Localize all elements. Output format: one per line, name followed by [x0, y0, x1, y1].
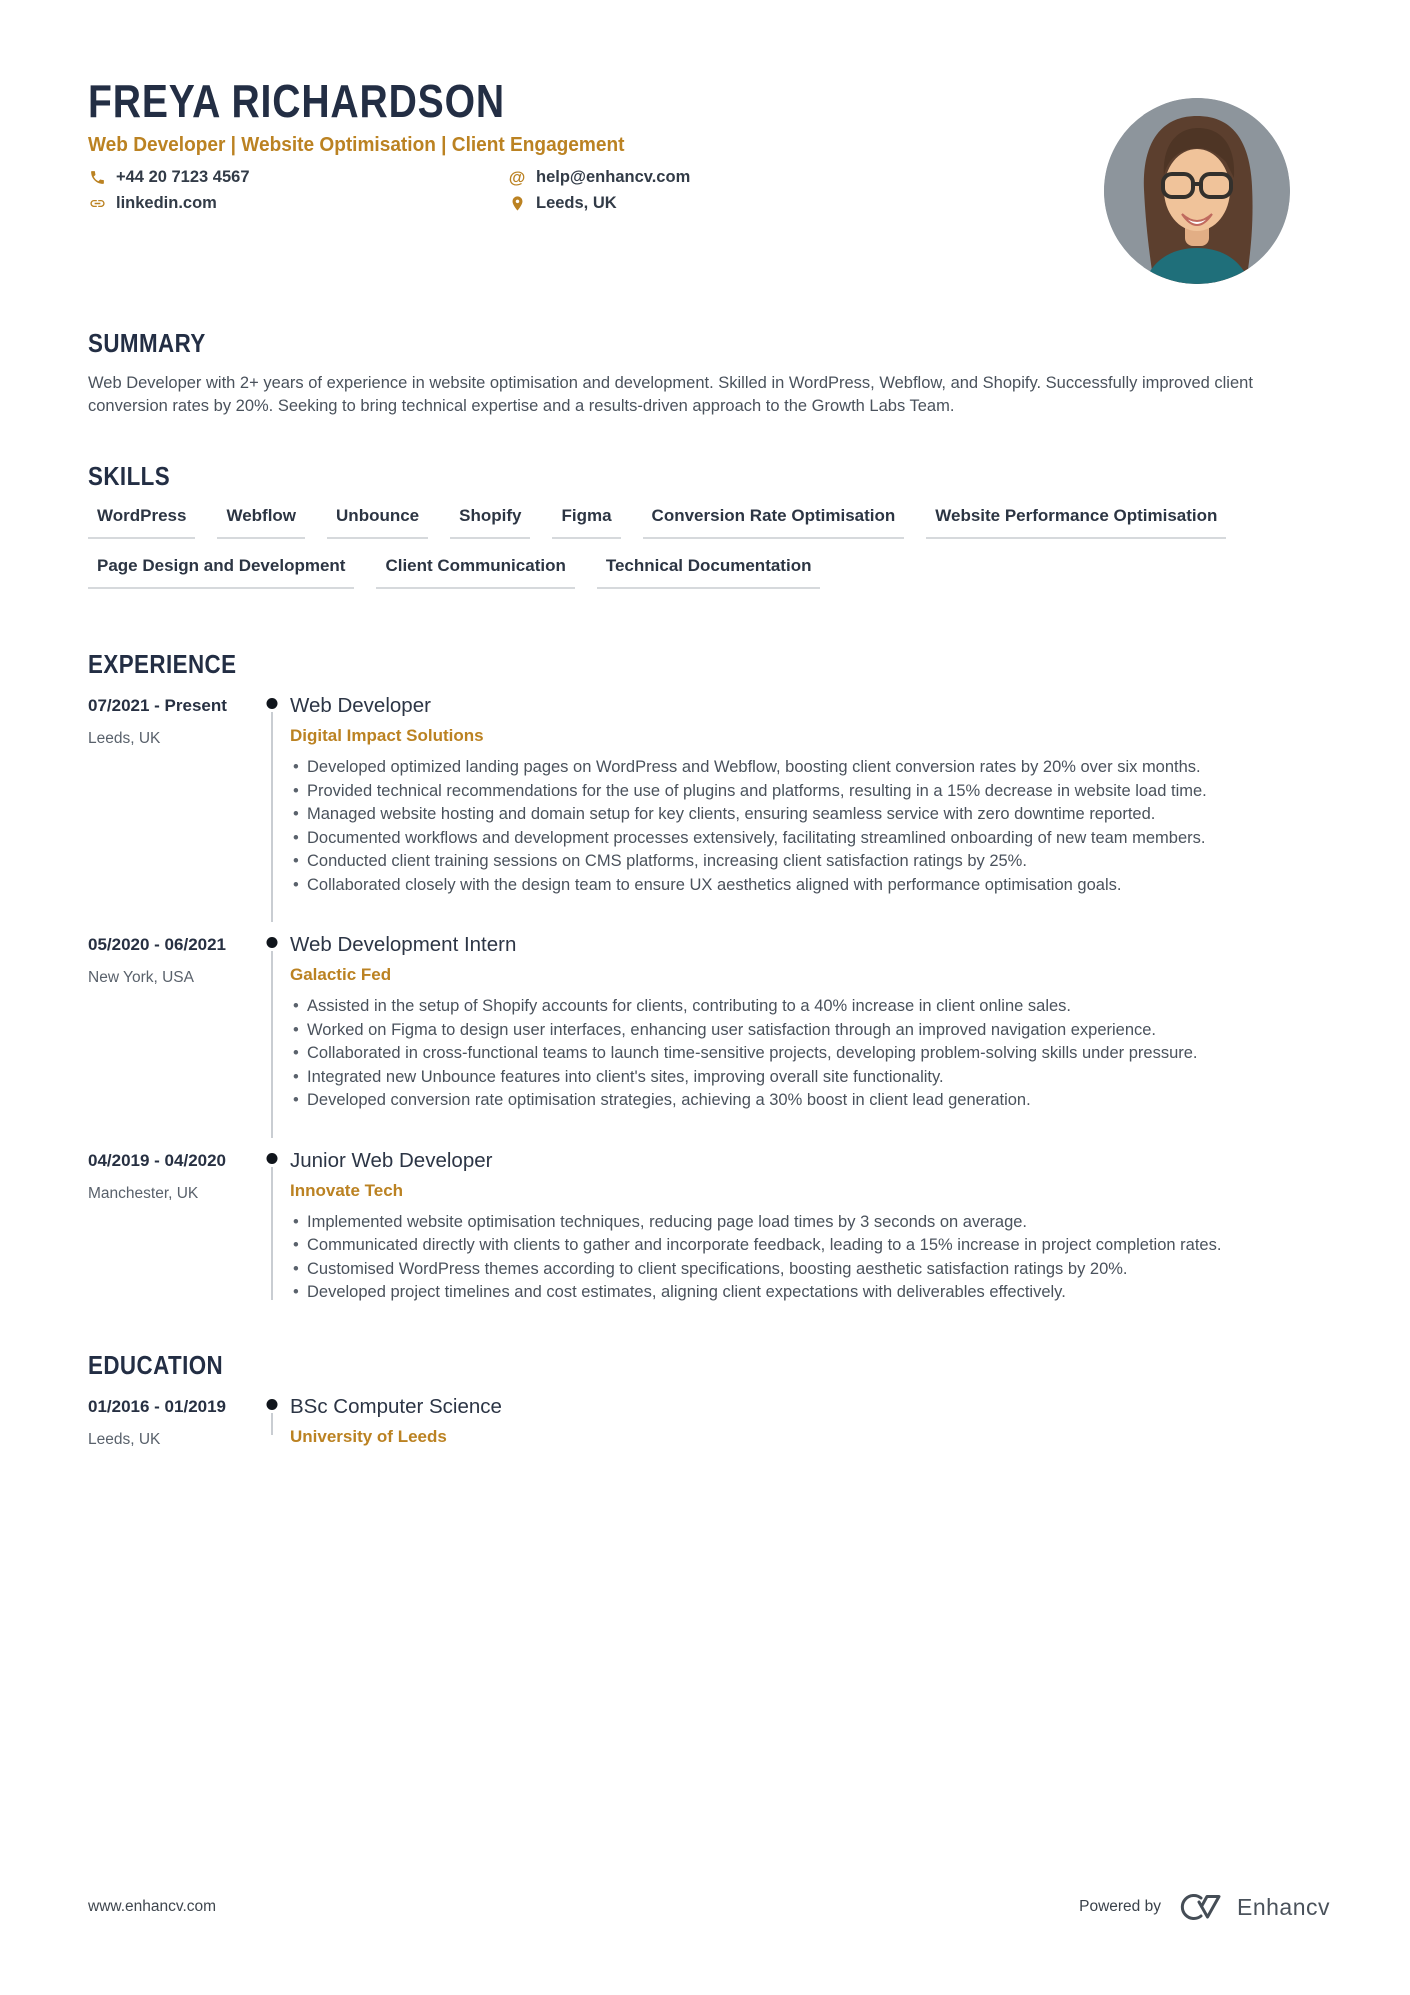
entry-location: Leeds, UK	[88, 1430, 161, 1448]
resume-header	[88, 74, 1322, 286]
education-entry	[88, 1394, 1322, 1450]
company-name: Innovate Tech	[290, 1180, 404, 1200]
timeline	[254, 1148, 290, 1306]
header-text-block	[88, 74, 1104, 214]
skill-item: Conversion Rate Optimisation	[643, 505, 905, 539]
skills-section	[88, 461, 1322, 605]
job-title: Web Development Intern	[290, 933, 517, 956]
entry-content	[290, 1394, 1322, 1450]
skill-item: Shopify	[450, 505, 530, 539]
timeline	[254, 693, 290, 898]
job-title: Junior Web Developer	[290, 1148, 493, 1172]
school-name: University of Leeds	[290, 1426, 447, 1446]
skills-list	[88, 505, 1322, 605]
contact-linkedin[interactable]	[88, 193, 508, 214]
at-icon: @	[508, 168, 526, 187]
company-name: Digital Impact Solutions	[290, 726, 484, 745]
bullet-item: • Integrated new Unbounce features into client's sites, improving overall site functionality.	[307, 1067, 1322, 1089]
entry-location: Manchester, UK	[88, 1184, 199, 1202]
contact-list	[88, 167, 1104, 214]
experience-title: EXPERIENCE	[88, 649, 237, 679]
summary-title: SUMMARY	[88, 328, 206, 358]
link-icon	[88, 195, 106, 213]
timeline-dot-icon	[267, 1399, 278, 1410]
timeline-dot-icon	[267, 1153, 278, 1164]
entry-meta	[88, 932, 254, 1114]
enhancv-logo-icon	[1175, 1890, 1223, 1924]
contact-location-text: Leeds, UK	[536, 194, 617, 212]
skill-item: Website Performance Optimisation	[926, 505, 1226, 539]
skill-item: Unbounce	[327, 505, 428, 539]
timeline	[254, 1394, 290, 1450]
experience-entry	[88, 932, 1322, 1114]
bullet-item: • Developed project timelines and cost estimates, aligning client expectations with deliverables effectively.	[307, 1282, 1322, 1304]
bullet-item: • Worked on Figma to design user interfaces, enhancing user satisfaction through an improved navigation experience.	[307, 1020, 1322, 1042]
timeline-line	[271, 1167, 273, 1300]
contact-location	[508, 193, 928, 214]
site-link[interactable]: www.enhancv.com	[88, 1898, 217, 1915]
bullet-list	[290, 996, 1322, 1112]
company-name: Galactic Fed	[290, 965, 392, 984]
contact-phone	[88, 167, 508, 188]
page-footer	[88, 1890, 1330, 1924]
education-title: EDUCATION	[88, 1349, 224, 1380]
bullet-item: • Documented workflows and development processes extensively, facilitating streamlined onboarding of new team members.	[307, 828, 1322, 850]
entry-meta	[88, 1394, 254, 1450]
bullet-item: • Developed optimized landing pages on WordPress and Webflow, boosting client conversion rates by 20% over six months.	[307, 757, 1322, 779]
contact-phone-text: +44 20 7123 4567	[116, 168, 250, 186]
entry-dates: 01/2016 - 01/2019	[88, 1396, 227, 1416]
bullet-item: • Collaborated closely with the design team to ensure UX aesthetics aligned with performance optimisation goals.	[307, 875, 1322, 897]
summary-text: Web Developer with 2+ years of experience in website optimisation and development. Skilled in WordPress, Webflow, and Shopify. Successfully improved client conversion rates by 20%. Seeking to bring technical expertise and a results-driven approach to the Growth Labs Team.	[88, 374, 1253, 415]
entry-content	[290, 1148, 1322, 1306]
bullet-item: • Assisted in the setup of Shopify accounts for clients, contributing to a 40% increase in client online sales.	[307, 996, 1322, 1018]
timeline	[254, 932, 290, 1114]
entry-location: Leeds, UK	[88, 730, 161, 747]
brand-name: Enhancv	[1236, 1893, 1330, 1920]
experience-entry	[88, 693, 1322, 898]
experience-entry	[88, 1148, 1322, 1306]
powered-by-label: Powered by	[1079, 1898, 1161, 1915]
bullet-list	[290, 757, 1322, 896]
entry-dates: 07/2021 - Present	[88, 696, 227, 715]
phone-icon	[88, 169, 106, 187]
skill-item: Client Communication	[376, 555, 574, 589]
entry-dates: 05/2020 - 06/2021	[88, 935, 227, 954]
degree-title: BSc Computer Science	[290, 1394, 502, 1418]
bullet-item: • Collaborated in cross-functional teams to launch time-sensitive projects, developing problem-solving skills under pressure.	[307, 1043, 1322, 1065]
location-icon	[508, 195, 526, 213]
person-name: FREYA RICHARDSON	[88, 75, 505, 127]
bullet-list	[290, 1212, 1322, 1304]
entry-content	[290, 693, 1322, 898]
timeline-dot-icon	[267, 937, 278, 948]
bullet-item: • Customised WordPress themes according to client specifications, boosting aesthetic satisfaction ratings by 20%.	[307, 1259, 1322, 1281]
timeline-line	[271, 712, 273, 922]
experience-section	[88, 649, 1322, 1306]
contact-email-text[interactable]: help@enhancv.com	[536, 168, 691, 186]
entry-meta	[88, 1148, 254, 1306]
skill-item: Technical Documentation	[597, 555, 821, 589]
education-section	[88, 1350, 1322, 1450]
contact-linkedin-text[interactable]: linkedin.com	[116, 194, 217, 212]
summary-section	[88, 328, 1322, 417]
contact-email[interactable]	[508, 167, 928, 188]
timeline-dot-icon	[267, 698, 278, 709]
timeline-line	[271, 1413, 273, 1435]
entry-content	[290, 932, 1322, 1114]
skill-item: Page Design and Development	[88, 555, 354, 589]
skill-item: Webflow	[217, 505, 305, 539]
skill-item: Figma	[552, 505, 620, 539]
headline: Web Developer | Website Optimisation | Client Engagement	[88, 133, 625, 156]
timeline-line	[271, 951, 273, 1138]
bullet-item: • Developed conversion rate optimisation strategies, achieving a 30% boost in client lead generation.	[307, 1090, 1322, 1112]
profile-photo	[1104, 98, 1290, 284]
bullet-item: • Managed website hosting and domain setup for key clients, ensuring seamless service with zero downtime reported.	[307, 804, 1322, 826]
skill-item: WordPress	[88, 505, 195, 539]
bullet-item: • Communicated directly with clients to gather and incorporate feedback, leading to a 15% increase in project completion rates.	[307, 1235, 1322, 1257]
entry-location: New York, USA	[88, 969, 194, 986]
entry-dates: 04/2019 - 04/2020	[88, 1150, 227, 1170]
bullet-item: • Conducted client training sessions on CMS platforms, increasing client satisfaction ratings by 25%.	[307, 851, 1322, 873]
entry-meta	[88, 693, 254, 898]
skills-title: SKILLS	[88, 461, 171, 491]
bullet-item: • Implemented website optimisation techniques, reducing page load times by 3 seconds on average.	[307, 1212, 1322, 1234]
bullet-item: • Provided technical recommendations for the use of plugins and platforms, resulting in a 15% decrease in website load time.	[307, 781, 1322, 803]
powered-by-group[interactable]	[1079, 1890, 1330, 1924]
job-title: Web Developer	[290, 694, 431, 717]
